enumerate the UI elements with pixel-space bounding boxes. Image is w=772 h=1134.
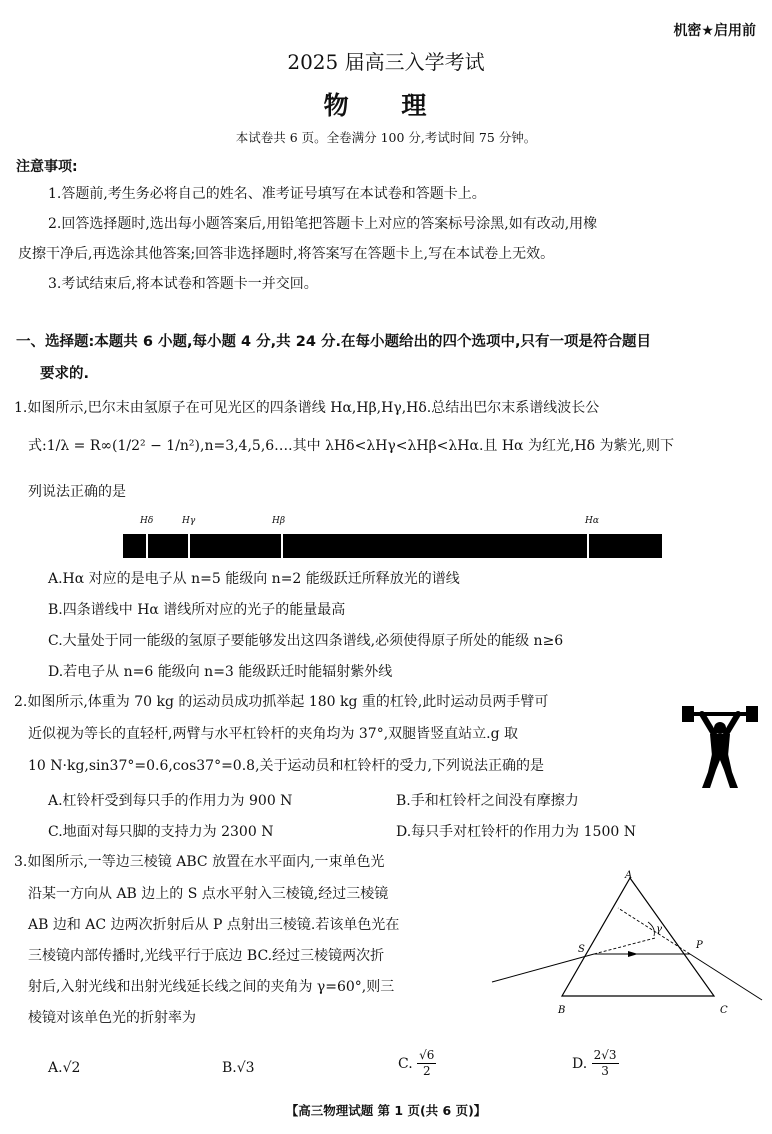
q3-option-a: [48, 1060, 80, 1076]
q3-option-c-label: C.: [398, 1055, 413, 1072]
q3-option-a-value: √2: [62, 1060, 81, 1076]
q3-option-d-numerator: 2√3: [593, 1048, 617, 1062]
q1-stem-line1: 1.如图所示,巴尔末由氢原子在可见光区的四条谱线 Hα,Hβ,Hγ,Hδ.总结出巴尔末系谱线波长公: [14, 400, 600, 416]
spectrum-label-h-delta: Hδ: [140, 516, 154, 526]
q3-stem-line4: 三棱镜内部传播时,光线平行于底边 BC.经过三棱镜两次折: [28, 948, 385, 964]
q1-stem-line2: 式:1/λ = R∞(1/2² − 1/n²),n=3,4,5,6….其中 λHδ<λHγ<λHβ<λHα.且 Hα 为红光,Hδ 为紫光,则下: [28, 438, 674, 454]
q3-option-b-label: B.: [222, 1060, 237, 1076]
notice-item-2: 2.回答选择题时,选出每小题答案后,用铅笔把答题卡上对应的答案标号涂黑,如有改动,用橡: [48, 216, 598, 232]
spectrum-label-h-beta: Hβ: [272, 516, 286, 526]
exam-title: 2025 届高三入学考试: [287, 50, 485, 74]
q3-option-b: [222, 1060, 255, 1076]
prism-label-s: S: [578, 944, 585, 955]
q3-option-b-value: √3: [236, 1060, 255, 1076]
q2-option-a: A.杠铃杆受到每只手的作用力为 900 N: [48, 793, 293, 809]
spectral-line-h-delta: [146, 534, 148, 558]
q3-option-d-fraction: [592, 1048, 619, 1079]
prism-label-b: B: [558, 1005, 566, 1016]
notice-item-1: 1.答题前,考生务必将自己的姓名、准考证号填写在本试卷和答题卡上。: [48, 186, 486, 202]
confidential-mark: 机密★启用前: [673, 23, 756, 39]
spectral-line-h-beta: [281, 534, 283, 558]
q1-option-b: B.四条谱线中 Hα 谱线所对应的光子的能量最高: [48, 602, 346, 618]
notice-item-3: 3.考试结束后,将本试卷和答题卡一并交回。: [48, 276, 318, 292]
q3-stem-line3: AB 边和 AC 边两次折射后从 P 点射出三棱镜.若该单色光在: [28, 917, 400, 933]
q3-option-d-denominator: 3: [601, 1064, 609, 1078]
q1-option-d: D.若电子从 n=6 能级向 n=3 能级跃迁时能辐射紫外线: [48, 664, 393, 680]
q2-stem-line3: 10 N·kg,sin37°=0.6,cos37°=0.8,关于运动员和杠铃杆的受力,下列说法正确的是: [28, 758, 544, 774]
q3-option-a-label: A.: [48, 1060, 63, 1076]
q3-stem-line1: 3.如图所示,一等边三棱镜 ABC 放置在水平面内,一束单色光: [14, 854, 385, 870]
spectrum-label-h-alpha: Hα: [585, 516, 599, 526]
prism-label-p: P: [696, 940, 703, 951]
q1-option-c: C.大量处于同一能级的氢原子要能够发出这四条谱线,必须使得原子所处的能级 n≥6: [48, 633, 564, 649]
prism-label-a: A: [625, 870, 633, 881]
q2-stem-line2: 近似视为等长的直轻杆,两臂与水平杠铃杆的夹角均为 37°,双腿皆竖直站立.g 取: [28, 726, 519, 742]
section-1-heading: 一、选择题:本题共 6 小题,每小题 4 分,共 24 分.在每小题给出的四个选项中,只有一项是符合题目: [16, 334, 651, 350]
q3-option-d-label: D.: [572, 1055, 588, 1072]
q2-option-d: D.每只手对杠铃杆的作用力为 1500 N: [396, 824, 636, 840]
spectrum-bar: [123, 534, 662, 558]
q3-stem-line5: 射后,入射光线和出射光线延长线之间的夹角为 γ=60°,则三: [28, 979, 395, 995]
q2-option-b: B.手和杠铃杆之间没有摩擦力: [396, 793, 579, 809]
weightlifter-figure: [680, 700, 760, 792]
notice-item-2-cont: 皮擦干净后,再选涂其他答案;回答非选择题时,将答案写在答题卡上,写在本试卷上无效。: [18, 246, 555, 262]
prism-figure: [490, 868, 765, 1020]
page-footer: 【高三物理试题 第 1 页(共 6 页)】: [285, 1103, 487, 1118]
q3-option-c-denominator: 2: [422, 1064, 431, 1078]
notice-heading: 注意事项:: [16, 159, 78, 175]
q3-option-d: [572, 1048, 619, 1079]
q1-stem-line3: 列说法正确的是: [28, 484, 126, 500]
exam-info: 本试卷共 6 页。全卷满分 100 分,考试时间 75 分钟。: [235, 130, 537, 145]
q1-option-a: A.Hα 对应的是电子从 n=5 能级向 n=2 能级跃迁所释放光的谱线: [48, 571, 460, 587]
q2-stem-line1: 2.如图所示,体重为 70 kg 的运动员成功抓举起 180 kg 重的杠铃,此时运动员两手臂可: [14, 694, 549, 710]
section-1-heading-cont: 要求的.: [40, 366, 90, 382]
spectral-line-h-alpha: [587, 534, 589, 558]
q3-stem-line6: 棱镜对该单色光的折射率为: [28, 1010, 196, 1026]
spectrum-label-h-gamma: Hγ: [182, 516, 196, 526]
q2-option-c: C.地面对每只脚的支持力为 2300 N: [48, 824, 274, 840]
q3-option-c-numerator: √6: [419, 1048, 435, 1062]
subject-title: 物 理: [323, 91, 449, 120]
q3-stem-line2: 沿某一方向从 AB 边上的 S 点水平射入三棱镜,经过三棱镜: [28, 886, 389, 902]
prism-label-gamma: γ: [656, 924, 662, 935]
q3-option-c: [398, 1048, 436, 1079]
prism-label-c: C: [720, 1005, 728, 1016]
q3-option-c-fraction: [417, 1048, 436, 1079]
spectral-line-h-gamma: [188, 534, 190, 558]
